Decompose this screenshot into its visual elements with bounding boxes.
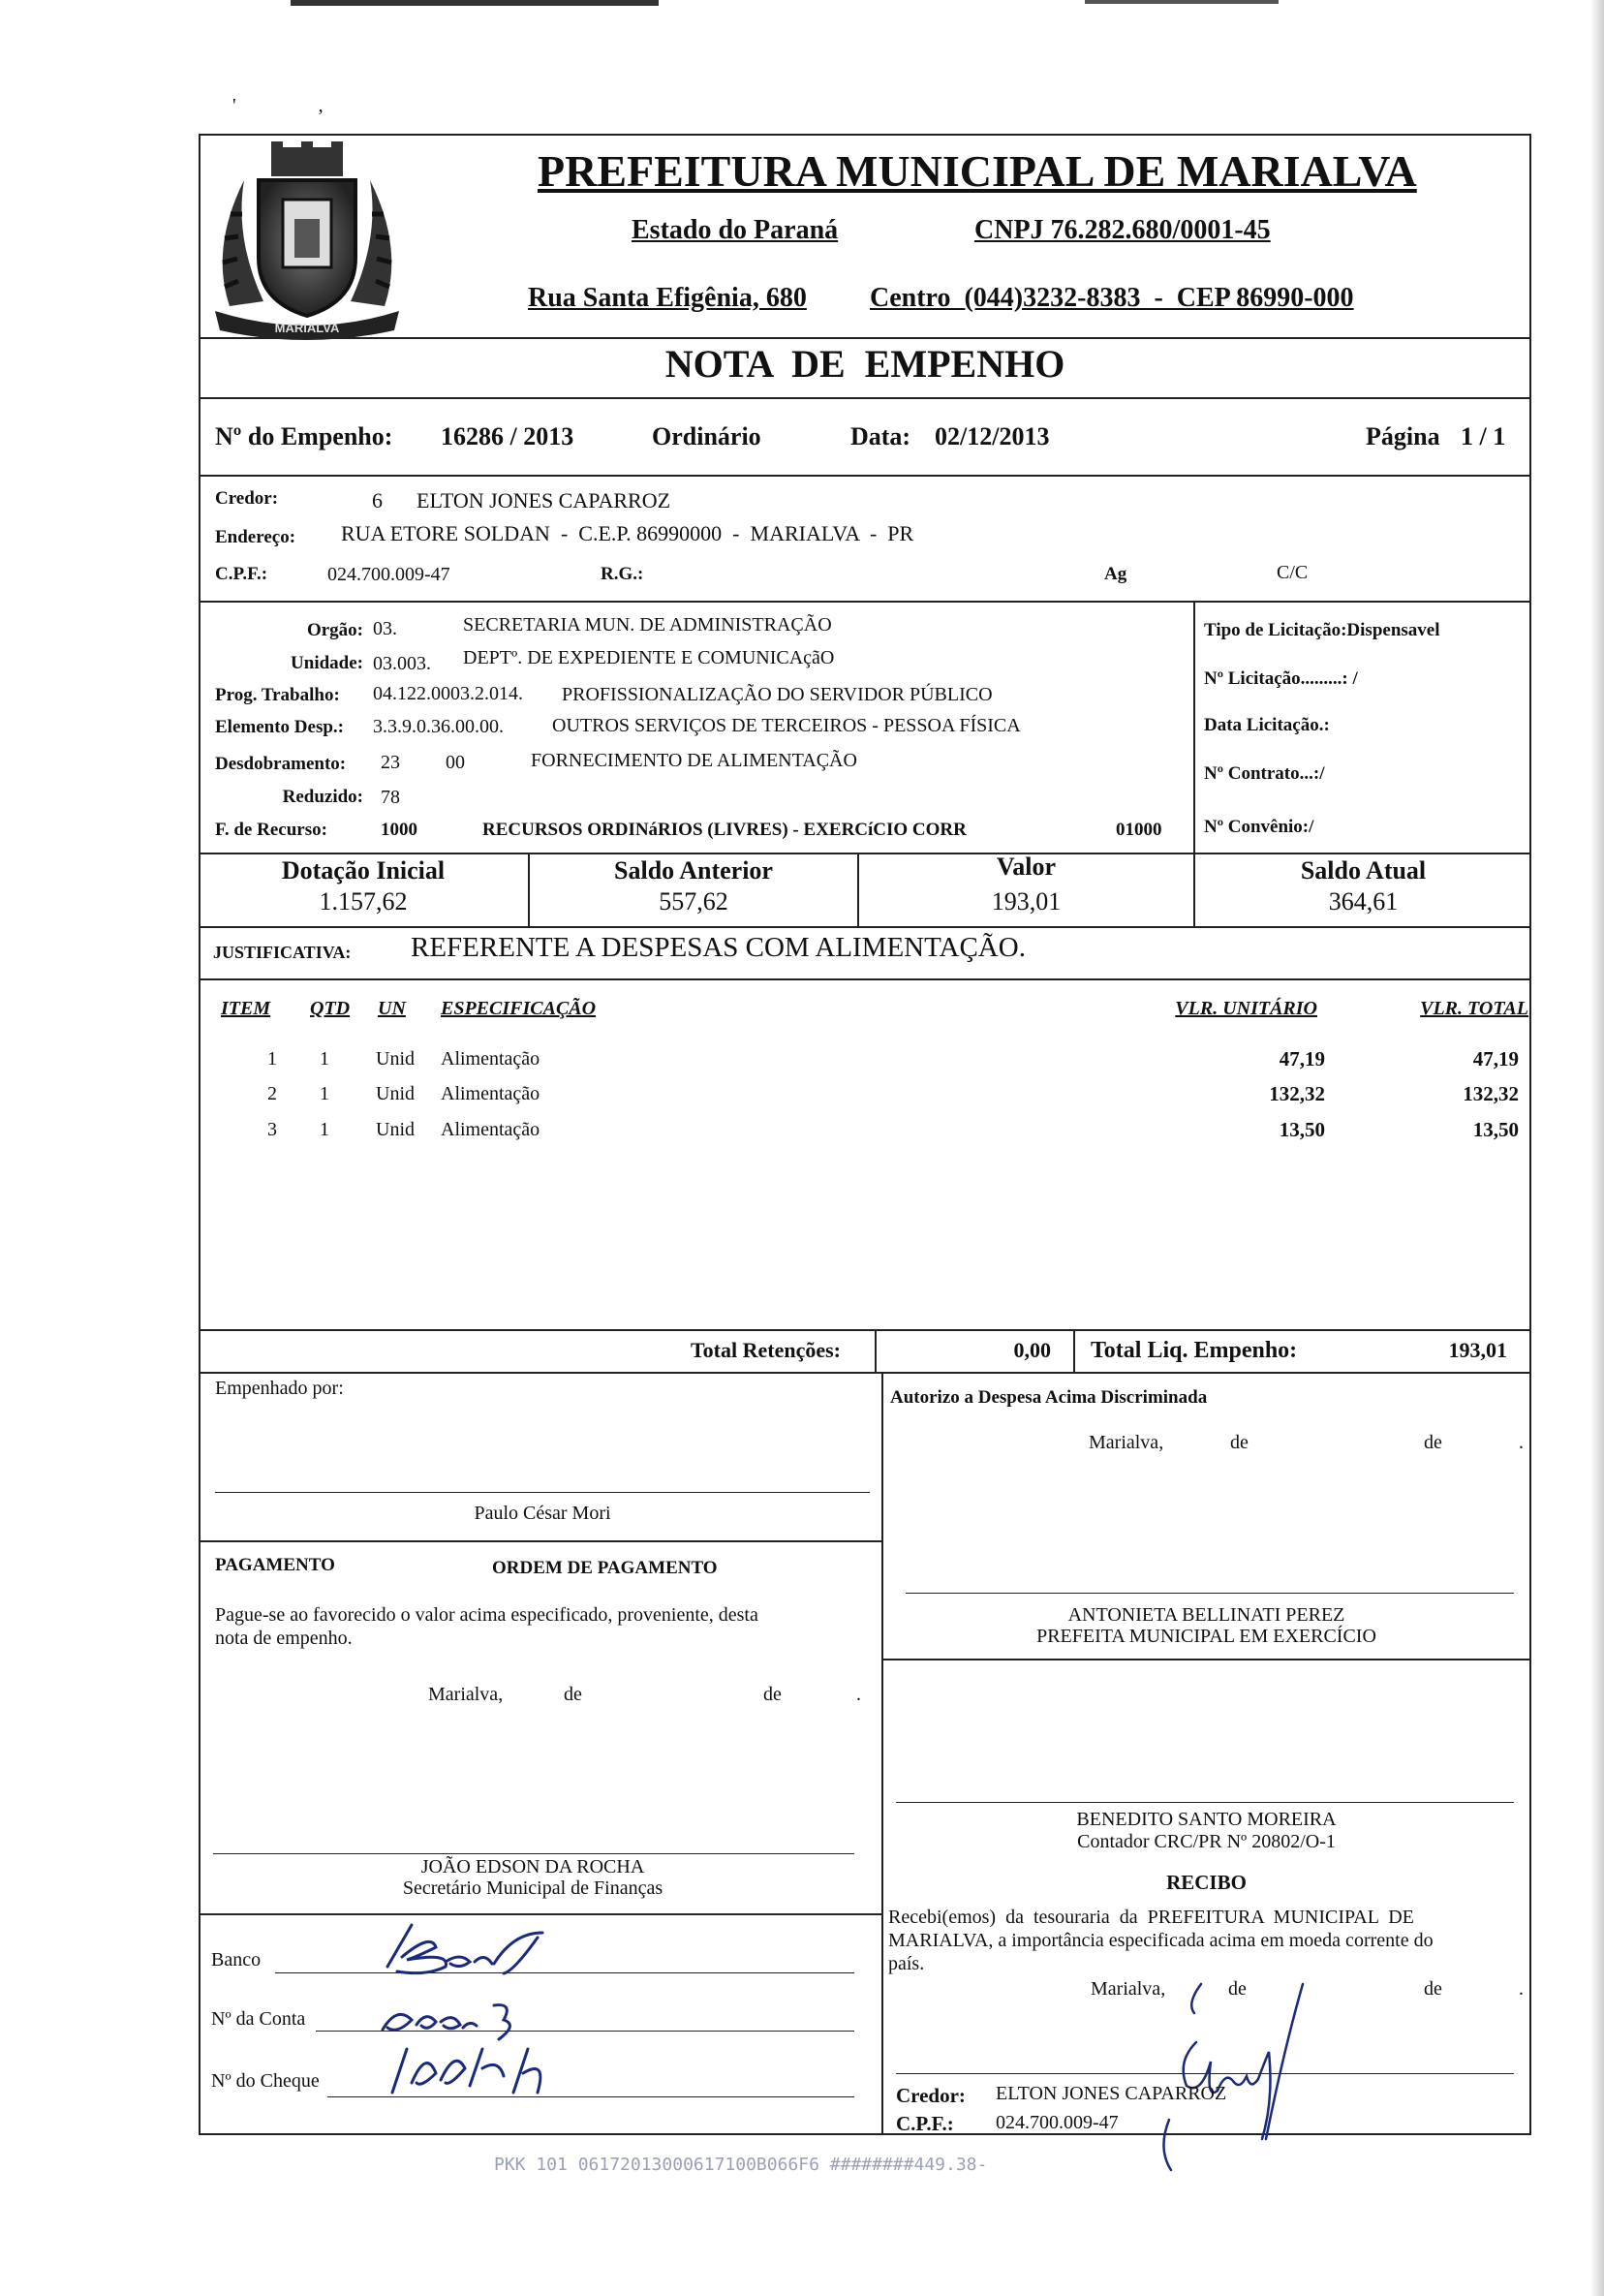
- contador-cargo: Contador CRC/PR Nº 20802/O-1: [1077, 1831, 1336, 1852]
- prefeita-cargo: PREFEITA MUNICIPAL EM EXERCÍCIO: [1036, 1626, 1376, 1647]
- crest-caption: MARIALVA: [274, 321, 340, 335]
- recibo-text-1: Recebi(emos) da tesouraria da PREFEITURA MUNICIPAL DE: [888, 1907, 1414, 1928]
- contador-signature-line: [896, 1802, 1514, 1803]
- handwritten-bank-entries: [368, 1913, 601, 2107]
- endereco-value: RUA ETORE SOLDAN - C.E.P. 86990000 - MARIALVA - PR: [341, 521, 914, 545]
- header-cnpj: CNPJ 76.282.680/0001-45: [974, 215, 1271, 245]
- desdobramento-sub: 00: [446, 752, 465, 773]
- justificativa-label: JUSTIFICATIVA:: [213, 943, 352, 962]
- recibo-marialva: Marialva,: [1091, 1978, 1166, 2000]
- doc-title: NOTA DE EMPENHO: [664, 342, 1065, 386]
- total-liq-value: 193,01: [1448, 1338, 1507, 1362]
- orgao-label: Orgão:: [306, 620, 363, 640]
- header-title: PREFEITURA MUNICIPAL DE MARIALVA: [538, 146, 1417, 196]
- rg-label: R.G.:: [601, 564, 644, 584]
- recibo-credor-value: ELTON JONES CAPARROZ: [996, 2083, 1227, 2104]
- saldo-atual-label: Saldo Atual: [1300, 856, 1427, 884]
- justificativa-text: REFERENTE A DESPESAS COM ALIMENTAÇÃO.: [411, 932, 1026, 963]
- empenhado-por-label: Empenhado por:: [215, 1378, 344, 1399]
- empenhado-signature-line: [215, 1492, 870, 1493]
- numero-licitacao: Nº Licitação.........: /: [1204, 668, 1358, 689]
- pagamento-label: PAGAMENTO: [215, 1555, 335, 1575]
- reduzido-value: 78: [381, 787, 400, 808]
- empenho-number-label: Nº do Empenho:: [215, 422, 393, 450]
- elemento-label: Elemento Desp.:: [215, 717, 344, 737]
- total-liq-label: Total Liq. Empenho:: [1091, 1338, 1298, 1363]
- autorizo-marialva: Marialva,: [1089, 1432, 1164, 1453]
- pagamento-text-2: nota de empenho.: [215, 1628, 353, 1649]
- empenho-number: 16286 / 2013: [441, 422, 574, 450]
- ordem-pagamento-label: ORDEM DE PAGAMENTO: [492, 1558, 718, 1578]
- recibo-cpf-label: C.P.F.:: [896, 2112, 954, 2135]
- scan-right-edge: [1590, 0, 1604, 2296]
- recibo-title: RECIBO: [1166, 1871, 1247, 1894]
- unidade-label: Unidade:: [291, 653, 363, 673]
- contador-nome: BENEDITO SANTO MOREIRA: [1076, 1809, 1337, 1830]
- dotacao-value: 1.157,62: [319, 887, 408, 915]
- cc-label: C/C: [1277, 562, 1309, 583]
- pagamento-de-1: de: [564, 1684, 582, 1705]
- pagamento-de-2: de: [763, 1684, 782, 1705]
- elemento-desc: OUTROS SERVIÇOS DE TERCEIROS - PESSOA FÍSICA: [552, 715, 1021, 736]
- col-vlr-total: VLR. TOTAL: [1420, 998, 1528, 1019]
- empenho-date-label: Data:: [850, 422, 911, 450]
- recurso-label: F. de Recurso:: [215, 820, 327, 840]
- cpf-label: C.P.F.:: [215, 564, 268, 584]
- numero-convenio: Nº Convênio:/: [1204, 817, 1314, 837]
- elemento-code: 3.3.9.0.36.00.00.: [373, 716, 504, 737]
- desdobramento-label: Desdobramento:: [215, 754, 347, 774]
- recibo-de-1: de: [1228, 1978, 1247, 2000]
- reduzido-label: Reduzido:: [282, 787, 363, 807]
- recibo-cpf-value: 024.700.009-47: [996, 2112, 1119, 2133]
- unidade-code: 03.003.: [373, 653, 431, 674]
- secretario-cargo: Secretário Municipal de Finanças: [402, 1877, 663, 1899]
- endereco-label: Endereço:: [215, 527, 296, 547]
- orgao-code: 03.: [373, 618, 397, 639]
- page-value: 1 / 1: [1461, 422, 1506, 450]
- autorizo-de-1: de: [1230, 1432, 1249, 1453]
- desdobramento-code: 23: [381, 752, 400, 773]
- secretario-signature-line: [213, 1853, 854, 1854]
- scan-top-edge: [0, 0, 1604, 10]
- valor-label: Valor: [996, 853, 1057, 881]
- credor-name: ELTON JONES CAPARROZ: [416, 488, 671, 512]
- dotacao-label: Dotação Inicial: [281, 856, 446, 884]
- recurso-num: 01000: [1116, 820, 1162, 840]
- recurso-code: 1000: [381, 820, 417, 840]
- empenho-date: 02/12/2013: [935, 422, 1050, 450]
- saldo-atual-value: 364,61: [1328, 887, 1399, 915]
- prog-desc: PROFISSIONALIZAÇÃO DO SERVIDOR PÚBLICO: [562, 684, 993, 705]
- credor-code: 6: [372, 488, 383, 512]
- numero-contrato: Nº Contrato...:/: [1204, 763, 1325, 784]
- recibo-text-3: país.: [888, 1953, 925, 1974]
- saldo-anterior-value: 557,62: [659, 887, 728, 915]
- orgao-desc: SECRETARIA MUN. DE ADMINISTRAÇÃO: [463, 614, 832, 636]
- recibo-credor-label: Credor:: [896, 2084, 966, 2107]
- unidade-desc: DEPTº. DE EXPEDIENTE E COMUNICAçãO: [463, 647, 835, 668]
- col-qtd: QTD: [310, 998, 351, 1019]
- municipal-crest: [205, 141, 409, 340]
- autorizo-label: Autorizo a Despesa Acima Discriminada: [890, 1387, 1208, 1408]
- header-state: Estado do Paraná: [632, 215, 839, 245]
- header-street: Rua Santa Efigênia, 680: [528, 283, 807, 313]
- creditor-signature: [1157, 1955, 1327, 2178]
- cpf-value: 024.700.009-47: [327, 564, 450, 585]
- desdobramento-desc: FORNECIMENTO DE ALIMENTAÇÃO: [531, 750, 857, 771]
- conta-label: Nº da Conta: [211, 2008, 306, 2030]
- col-especificacao: ESPECIFICAÇÃO: [441, 998, 597, 1019]
- col-un: UN: [378, 998, 406, 1019]
- col-item: ITEM: [221, 998, 271, 1019]
- page-label: Página: [1366, 422, 1440, 450]
- pagamento-marialva: Marialva,: [428, 1684, 504, 1705]
- cheque-label: Nº do Cheque: [211, 2070, 320, 2092]
- total-retencoes-value: 0,00: [1013, 1338, 1051, 1362]
- credor-label: Credor:: [215, 488, 279, 509]
- total-retencoes-label: Total Retenções:: [691, 1338, 841, 1362]
- recibo-de-2: de: [1424, 1978, 1442, 2000]
- secretario-nome: JOÃO EDSON DA ROCHA: [420, 1856, 645, 1877]
- prog-code: 04.122.0003.2.014.: [373, 683, 523, 704]
- header-district-phone-cep: Centro (044)3232-8383 - CEP 86990-000: [870, 283, 1354, 313]
- banco-label: Banco: [211, 1949, 262, 1970]
- col-vlr-unitario: VLR. UNITÁRIO: [1175, 998, 1317, 1019]
- recibo-text-2: MARIALVA, a importância especificada acima em moeda corrente do: [888, 1930, 1434, 1951]
- valor-value: 193,01: [991, 887, 1062, 915]
- pagamento-text-1: Pague-se ao favorecido o valor acima especificado, proveniente, desta: [215, 1604, 758, 1626]
- prefeita-nome: ANTONIETA BELLINATI PEREZ: [1067, 1604, 1345, 1626]
- prefeita-signature-line: [906, 1593, 1514, 1594]
- ag-label: Ag: [1104, 564, 1127, 584]
- data-licitacao: Data Licitação.:: [1204, 715, 1330, 735]
- prog-label: Prog. Trabalho:: [215, 685, 340, 705]
- footer-authentication-code: PKK 101 06172013000617100B066F6 ########449.38-: [494, 2155, 988, 2175]
- tipo-licitacao: Tipo de Licitação:Dispensavel: [1204, 620, 1440, 640]
- saldo-anterior-label: Saldo Anterior: [614, 856, 773, 884]
- recurso-desc: RECURSOS ORDINáRIOS (LIVRES) - EXERCíCIO CORR: [482, 820, 967, 840]
- empenhado-por-nome: Paulo César Mori: [474, 1503, 611, 1524]
- empenho-type: Ordinário: [652, 422, 761, 450]
- scan-marks: ' ,: [232, 95, 362, 116]
- autorizo-de-2: de: [1424, 1432, 1442, 1453]
